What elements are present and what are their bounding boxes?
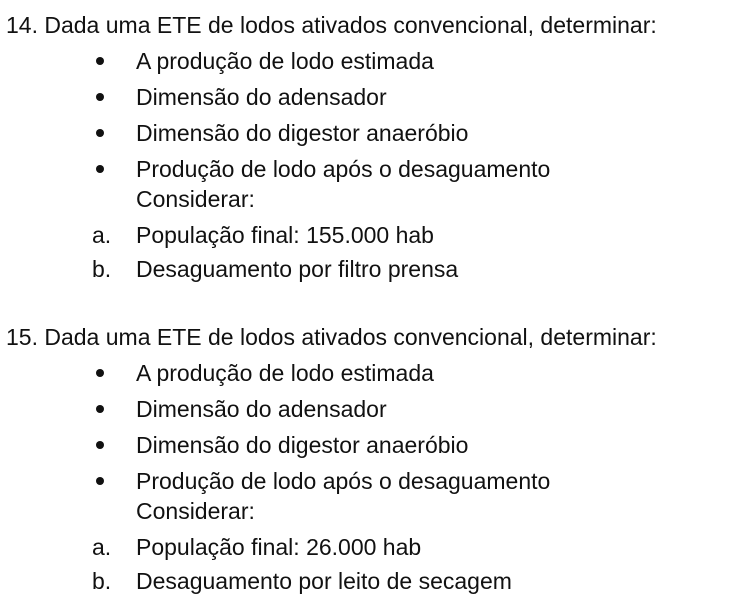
q14-consider-label: Considerar: [136,186,255,212]
bullet-icon [96,405,104,413]
q15-item-b-text: Desaguamento por leito de secagem [136,568,512,594]
bullet-icon [96,129,104,137]
q14-item-b-letter: b. [92,256,112,282]
bullet-icon [96,477,104,485]
q15-item-a-letter: a. [92,534,112,560]
question-14-title: 14. Dada uma ETE de lodos ativados convencional, determinar: [6,12,657,38]
q14-item-a-letter: a. [92,222,112,248]
q15-consider-label: Considerar: [136,498,255,524]
q15-bullet-1: A produção de lodo estimada [136,360,434,386]
q14-bullet-1: A produção de lodo estimada [136,48,434,74]
question-15-title: 15. Dada uma ETE de lodos ativados convencional, determinar: [6,324,657,350]
q15-bullet-3: Dimensão do digestor anaeróbio [136,432,469,458]
bullet-icon [96,369,104,377]
bullet-icon [96,165,104,173]
q14-bullet-4: Produção de lodo após o desaguamento [136,156,551,182]
bullet-icon [96,93,104,101]
q15-item-b-letter: b. [92,568,112,594]
q14-item-b-text: Desaguamento por filtro prensa [136,256,459,282]
q14-bullet-2: Dimensão do adensador [136,84,387,110]
bullet-icon [96,441,104,449]
q14-item-a-text: População final: 155.000 hab [136,222,434,248]
bullet-icon [96,57,104,65]
q15-item-a-text: População final: 26.000 hab [136,534,422,560]
q15-bullet-2: Dimensão do adensador [136,396,387,422]
q14-bullet-3: Dimensão do digestor anaeróbio [136,120,469,146]
q15-bullet-4: Produção de lodo após o desaguamento [136,468,551,494]
